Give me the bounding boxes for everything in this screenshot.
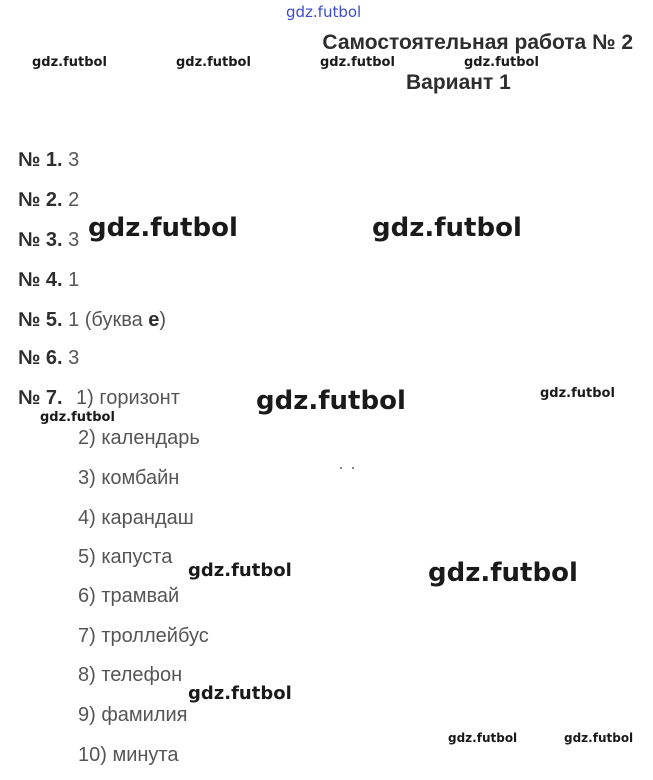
watermark-link[interactable]: gdz.futbol — [286, 3, 362, 21]
watermark: gdz.futbol — [448, 731, 518, 745]
word-item: 2) календарь — [78, 427, 200, 449]
answer-value: 3 — [68, 229, 80, 251]
answer-value-suffix: ) — [159, 309, 167, 331]
watermark: gdz.futbol — [32, 55, 107, 70]
answer-number: № 2. — [18, 189, 63, 211]
watermark: gdz.futbol — [40, 410, 115, 425]
answer-1 — [18, 148, 79, 172]
word-item: 5) капуста — [78, 546, 173, 568]
answer-letter: е — [148, 309, 160, 331]
word-item: 10) минута — [78, 744, 179, 766]
watermark: gdz.futbol — [188, 560, 292, 581]
answer-value: 3 — [68, 347, 80, 369]
speck — [340, 467, 342, 469]
answer-4 — [18, 268, 79, 292]
word-item: 8) телефон — [78, 664, 183, 686]
watermark: gdz.futbol — [188, 683, 292, 704]
watermark: gdz.futbol — [256, 386, 406, 416]
word-item: 7) троллейбус — [78, 625, 209, 647]
watermark: gdz.futbol — [320, 55, 395, 70]
answer-value: 3 — [68, 149, 80, 171]
answer-3 — [18, 228, 79, 252]
answer-number: № 3. — [18, 229, 63, 251]
variant-title: Вариант 1 — [406, 71, 511, 94]
word-item: 1) горизонт — [76, 387, 180, 409]
word-item: 4) карандаш — [78, 507, 194, 529]
answer-value — [68, 309, 166, 331]
answer-6 — [18, 346, 79, 370]
watermark: gdz.futbol — [88, 213, 238, 243]
answer-number: № 4. — [18, 269, 63, 291]
answer-number: № 7. — [18, 387, 63, 409]
answer-number: № 6. — [18, 347, 63, 369]
speck — [352, 467, 354, 469]
watermark: gdz.futbol — [564, 731, 634, 745]
answer-7 — [18, 386, 63, 410]
word-item: 6) трамвай — [78, 585, 180, 607]
watermark: gdz.futbol — [372, 213, 522, 243]
word-item: 9) фамилия — [78, 704, 188, 726]
answer-5 — [18, 308, 166, 332]
word-item: 3) комбайн — [78, 467, 180, 489]
answer-number: № 1. — [18, 149, 63, 171]
answer-value: 2 — [68, 189, 80, 211]
page-title: Самостоятельная работа № 2 — [322, 31, 633, 54]
watermark: gdz.futbol — [176, 55, 251, 70]
answer-value: 1 — [68, 269, 80, 291]
watermark: gdz.futbol — [540, 386, 615, 401]
watermark: gdz.futbol — [428, 558, 578, 588]
answer-number: № 5. — [18, 309, 63, 331]
watermark: gdz.futbol — [464, 55, 539, 70]
answer-2 — [18, 188, 79, 212]
answer-value-text: 1 (буква — [68, 309, 149, 331]
